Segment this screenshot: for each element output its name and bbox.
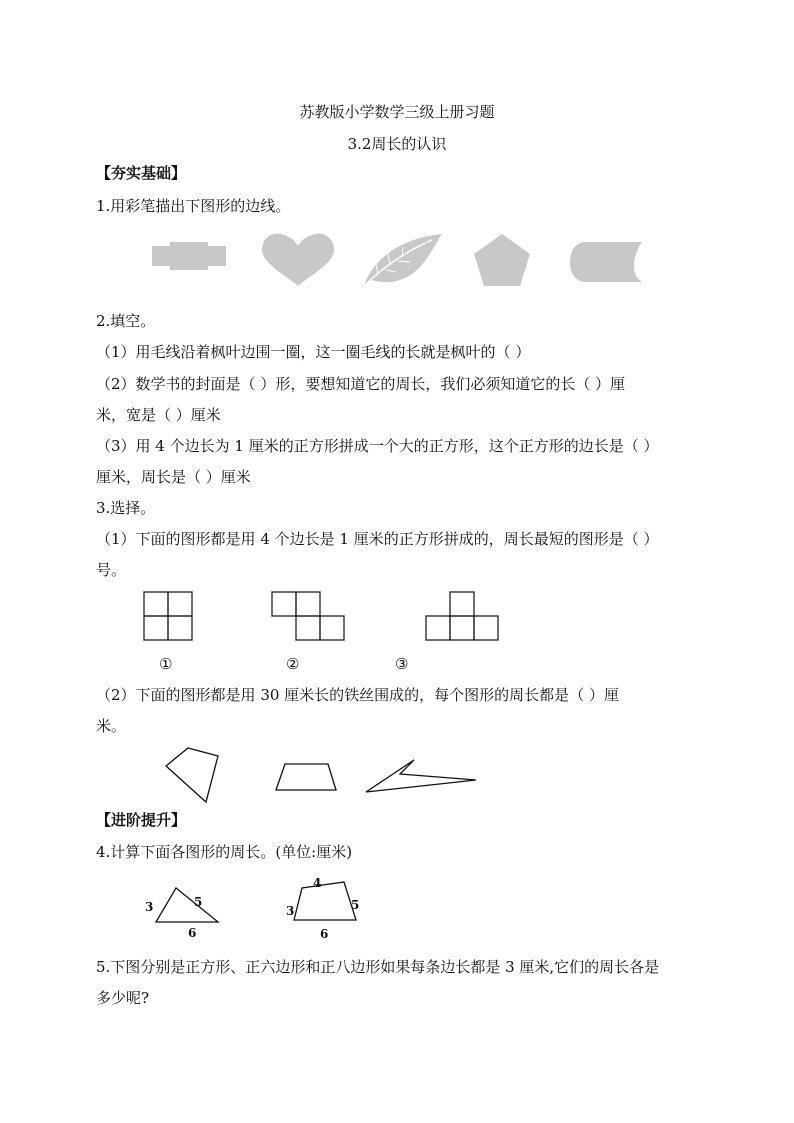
quad-side-label-5: 5: [351, 898, 360, 912]
question-3-item-1-line-1: （1）下面的图形都是用 4 个边长是 1 厘米的正方形拼成的，周长最短的图形是（ ）: [96, 530, 659, 548]
question-2-item-2-line-2: 米，宽是（ ）厘米: [96, 406, 221, 424]
triangle-side-label-5: 5: [194, 895, 203, 909]
question-1-prompt: 1.用彩笔描出下图形的边线。: [96, 197, 291, 215]
section-heading-advanced: 【进阶提升】: [96, 811, 187, 829]
q3-wire-shapes: [0, 742, 794, 812]
q3-square-figures: [0, 588, 794, 648]
triangle-side-label-6: 6: [188, 926, 197, 940]
question-3-item-1-line-2: 号。: [96, 561, 127, 579]
page-title: 苏教版小学数学三级上册习题: [299, 103, 495, 121]
page-subtitle: 3.2周长的认识: [347, 135, 447, 153]
quadrilateral-shape: [166, 748, 218, 802]
question-5-line-2: 多少呢?: [96, 989, 150, 1007]
question-2-item-3-line-2: 厘米，周长是（ ）厘米: [96, 468, 251, 486]
question-2-item-2-line-1: （2）数学书的封面是（ ）形，要想知道它的周长，我们必须知道它的长（ ）厘: [96, 375, 626, 393]
question-3-item-2-line-2: 米。: [96, 717, 127, 735]
figure-label-1: ①: [159, 655, 173, 673]
question-2-item-3-line-1: （3）用 4 个边长为 1 厘米的正方形拼成一个大的正方形，这个正方形的边长是（ ）: [96, 437, 659, 455]
q1-shapes: [0, 230, 794, 300]
triangle-side-label-3: 3: [145, 900, 154, 914]
figure-label-3: ③: [395, 655, 409, 673]
q4-figures: [0, 868, 794, 938]
question-3-prompt: 3.选择。: [96, 499, 156, 517]
figure-label-2: ②: [286, 655, 300, 673]
question-2-item-1: （1）用毛线沿着枫叶边围一圈，这一圈毛线的长就是枫叶的（ ）: [96, 343, 531, 361]
leaf-shape: [364, 234, 442, 286]
question-2-prompt: 2.填空。: [96, 312, 156, 330]
cylinder-shape: [570, 242, 642, 282]
question-4-prompt: 4.计算下面各图形的周长。(单位:厘米): [96, 843, 353, 861]
triangle-figure: [156, 888, 218, 922]
question-5-line-1: 5.下图分别是正方形、正六边形和正八边形如果每条边长都是 3 厘米,它们的周长各是: [96, 958, 660, 976]
section-heading-basic: 【夯实基础】: [96, 164, 187, 182]
quad-side-label-6: 6: [320, 927, 329, 941]
quad-side-label-3: 3: [286, 904, 295, 918]
quad-side-label-4: 4: [313, 876, 322, 890]
notched-rectangle-shape: [152, 242, 226, 270]
quadrilateral-figure: [294, 882, 356, 920]
question-3-item-2-line-1: （2）下面的图形都是用 30 厘米长的铁丝围成的，每个图形的周长都是（ ）厘: [96, 686, 619, 704]
pentagon-shape: [474, 234, 530, 286]
concave-shape: [366, 760, 476, 792]
heart-shape: [262, 234, 334, 286]
trapezoid-shape: [276, 764, 336, 790]
